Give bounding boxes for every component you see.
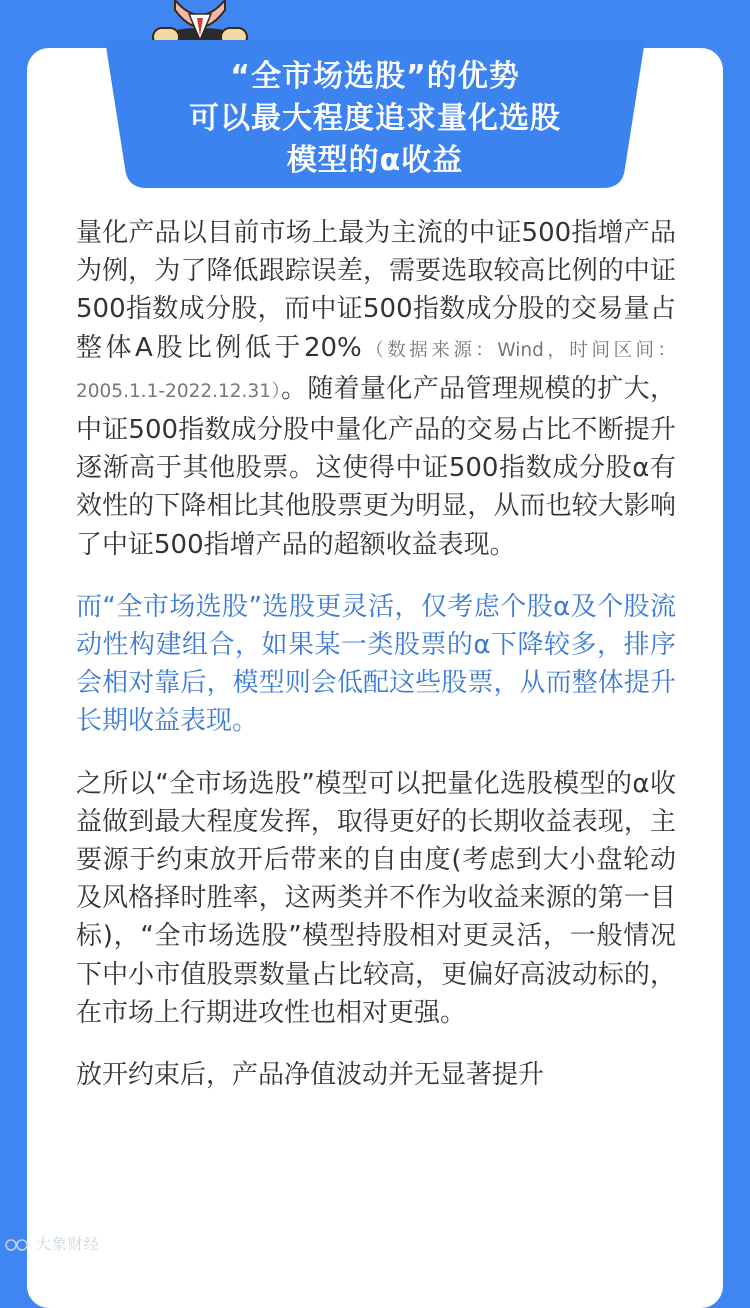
- article-body: [76, 214, 676, 1118]
- paragraph-2-highlight: 而“全市场选股”选股更灵活，仅考虑个股α及个股流动性构建组合，如果某一类股票的α下降较多，排序会相对靠后，模型则会低配这些股票，从而整体提升长期收益表现。: [76, 591, 676, 737]
- banner-title: [105, 56, 645, 182]
- watermark-logo-icon: [4, 1238, 30, 1252]
- paragraph-1-text-a: 量化产品以目前市场上最为主流的中证500指增产品为例，为了降低跟踪误差，需要选取较高比例的中证500指数成分股，而中证500指数成分股的交易量占整体A股比例低于20%: [76, 218, 676, 363]
- paragraph-4: 放开约束后，产品净值波动并无显著提升: [76, 1060, 545, 1091]
- banner-title-line-1: “全市场选股”的优势: [230, 59, 520, 94]
- title-banner: [105, 40, 645, 190]
- paragraph-1-text-b: 。随着量化产品管理规模的扩大，中证500指数成分股中量化产品的交易占比不断提升逐渐高于其他股票。这使得中证500指数成分股α有效性的下降相比其他股票更为明显，从而也较大影响了中证500指增产品的超额收益表现。: [76, 373, 676, 560]
- paragraph-3: 之所以“全市场选股”模型可以把量化选股模型的α收益做到最大程度发挥，取得更好的长期收益表现，主要源于约束放开后带来的自由度(考虑到大小盘轮动及风格择时胜率，这两类并不作为收益来源的第一目标)，“全市场选股”模型持股相对更灵活，一般情况下中小市值股票数量占比较高，更偏好高波动标的，在市场上行期进攻性也相对更强。: [76, 768, 676, 1028]
- watermark: [4, 1233, 100, 1254]
- banner-title-line-3: 模型的α收益: [286, 143, 464, 178]
- watermark-text: 大象财经: [35, 1235, 100, 1253]
- data-source-note: （数据来源：Wind，时间区间：2005.1.1-2022.12.31）: [76, 339, 677, 402]
- banner-title-line-2: 可以最大程度追求量化选股: [189, 101, 561, 136]
- paragraph-1: [76, 214, 676, 564]
